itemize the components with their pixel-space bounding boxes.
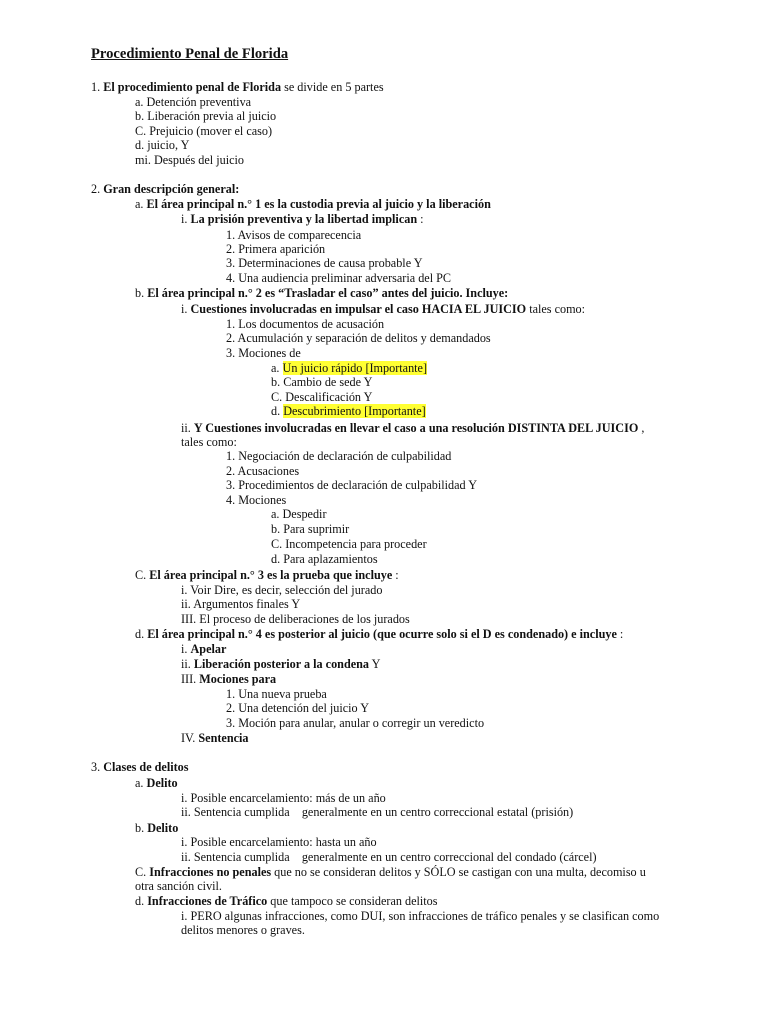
subsection-bold: Infracciones no penales — [149, 865, 272, 879]
list-item: 3. Procedimientos de declaración de culpabilidad Y — [226, 478, 477, 492]
list-marker: b. — [271, 375, 281, 389]
list-marker: C. — [135, 568, 147, 582]
item-continuation: delitos menores o graves. — [181, 923, 305, 937]
section-3-bold: Clases de delitos — [103, 760, 189, 774]
list-marker: C. — [135, 865, 147, 879]
subsection-rest: : — [392, 568, 399, 582]
section-number: 2. — [91, 182, 101, 196]
list-marker: a. — [135, 197, 144, 211]
item-bold: La prisión preventiva y la libertad implican — [190, 212, 418, 226]
mocion-text: Cambio de sede Y — [283, 375, 373, 389]
list-item: i. PERO algunas infracciones, como DUI, son infracciones de tráfico penales y se clasifican como — [181, 909, 660, 923]
list-item: ii. Sentencia cumplida generalmente en un centro correccional estatal (prisión) — [181, 805, 574, 819]
mocion-item — [271, 404, 426, 419]
list-marker: d. — [271, 404, 281, 418]
item-2a-i — [181, 212, 424, 227]
list-marker: d. — [135, 894, 145, 908]
item-continuation: tales como: — [181, 435, 237, 449]
list-item: i. Posible encarcelamiento: hasta un año — [181, 835, 377, 849]
mocion-item — [271, 361, 427, 376]
subsection-3a — [135, 776, 178, 791]
list-marker: III. — [181, 672, 197, 686]
section-1-bold: El procedimiento penal de Florida — [103, 80, 282, 94]
list-item: 1. Los documentos de acusación — [226, 317, 385, 331]
list-marker: d. — [135, 627, 145, 641]
list-marker: i. — [181, 642, 188, 656]
subsection-bold: El área principal n.° 3 es la prueba que incluye — [149, 568, 393, 582]
list-marker: b. — [135, 286, 145, 300]
list-item: 3. Mociones de — [226, 346, 301, 360]
section-2-heading — [91, 182, 239, 197]
list-item: 4. Una audiencia preliminar adversaria del PC — [226, 271, 452, 285]
mocion-item — [271, 390, 372, 405]
section-number: 3. — [91, 760, 101, 774]
subsection-2b — [135, 286, 508, 301]
list-item: 4. Mociones — [226, 493, 287, 507]
item-bold: Cuestiones involucradas en impulsar el caso HACIA EL JUICIO — [190, 302, 527, 316]
item-rest: , — [638, 421, 645, 435]
item-rest: : — [417, 212, 424, 226]
section-3-heading — [91, 760, 189, 775]
subsection-3b — [135, 821, 178, 836]
list-item: mi. Después del juicio — [135, 153, 244, 167]
subsection-bold: Delito — [147, 821, 179, 835]
list-item: C. Prejuicio (mover el caso) — [135, 124, 273, 138]
item-2d-i — [181, 642, 226, 657]
list-marker: IV. — [181, 731, 196, 745]
list-item: 2. Primera aparición — [226, 242, 326, 256]
list-item: i. Voir Dire, es decir, selección del jurado — [181, 583, 383, 597]
list-item: b. Liberación previa al juicio — [135, 109, 277, 123]
section-2-bold: Gran descripción general: — [103, 182, 240, 196]
list-item: 1. Negociación de declaración de culpabilidad — [226, 449, 452, 463]
list-marker: ii. — [181, 421, 191, 435]
item-2d-ii — [181, 657, 380, 672]
list-item: III. El proceso de deliberaciones de los jurados — [181, 612, 410, 626]
subsection-2a — [135, 197, 491, 212]
item-bold: Mociones para — [199, 672, 277, 686]
highlighted-text: Descubrimiento [Importante] — [283, 404, 426, 418]
list-item: i. Posible encarcelamiento: más de un año — [181, 791, 386, 805]
section-number: 1. — [91, 80, 101, 94]
subsection-2d — [135, 627, 623, 642]
list-marker: i. — [181, 212, 188, 226]
list-marker: C. — [271, 390, 283, 404]
mocion-text: Descalificación Y — [285, 390, 373, 404]
list-marker: b. — [135, 821, 145, 835]
item-bold: Sentencia — [198, 731, 249, 745]
item-continuation: otra sanción civil. — [135, 879, 222, 893]
item-bold: Liberación posterior a la condena — [193, 657, 370, 671]
list-item: ii. Argumentos finales Y — [181, 597, 301, 611]
subsection-3c — [135, 865, 646, 880]
section-1-rest: se divide en 5 partes — [281, 80, 384, 94]
list-marker: a. — [135, 776, 144, 790]
item-2d-iii — [181, 672, 276, 687]
list-marker: a. — [271, 361, 280, 375]
section-1-heading — [91, 80, 384, 95]
list-item: 2. Acusaciones — [226, 464, 300, 478]
list-item: a. Despedir — [271, 507, 327, 521]
list-item: a. Detención preventiva — [135, 95, 252, 109]
list-item: C. Incompetencia para proceder — [271, 537, 427, 551]
item-2b-i — [181, 302, 585, 317]
subsection-bold: El área principal n.° 4 es posterior al juicio (que ocurre solo si el D es condenado) e incluye — [147, 627, 617, 641]
list-item: d. juicio, Y — [135, 138, 190, 152]
subsection-bold-2: “Trasladar el caso” antes del juicio. Incluye: — [278, 286, 509, 300]
item-2d-iv — [181, 731, 249, 746]
list-marker: ii. — [181, 657, 191, 671]
mocion-item — [271, 375, 372, 390]
item-bold: Y Cuestiones involucradas en llevar el caso a una resolución DISTINTA DEL JUICIO — [193, 421, 639, 435]
list-item: 2. Acumulación y separación de delitos y demandados — [226, 331, 491, 345]
list-item: ii. Sentencia cumplida generalmente en un centro correccional del condado (cárcel) — [181, 850, 597, 864]
page-title: Procedimiento Penal de Florida — [91, 46, 289, 62]
subsection-bold: El área principal n.° 2 es — [147, 286, 276, 300]
subsection-rest: : — [616, 627, 624, 641]
subsection-bold: Delito — [146, 776, 178, 790]
list-item: d. Para aplazamientos — [271, 552, 378, 566]
list-item: 1. Una nueva prueba — [226, 687, 327, 701]
list-item: 2. Una detención del juicio Y — [226, 701, 370, 715]
list-item: 3. Moción para anular, anular o corregir un veredicto — [226, 716, 485, 730]
list-item: 1. Avisos de comparecencia — [226, 228, 362, 242]
item-rest: Y — [369, 657, 381, 671]
subsection-rest: que tampoco se consideran delitos — [267, 894, 438, 908]
subsection-bold: Infracciones de Tráfico — [147, 894, 268, 908]
item-rest: tales como: — [526, 302, 586, 316]
highlighted-text: Un juicio rápido [Importante] — [282, 361, 428, 375]
list-item: 3. Determinaciones de causa probable Y — [226, 256, 423, 270]
list-marker: i. — [181, 302, 188, 316]
item-2b-ii — [181, 421, 644, 436]
item-bold: Apelar — [190, 642, 227, 656]
subsection-bold: El área principal n.° 1 es la custodia previa al juicio y la liberación — [146, 197, 491, 211]
subsection-3d — [135, 894, 438, 909]
list-item: b. Para suprimir — [271, 522, 350, 536]
subsection-2c — [135, 568, 399, 583]
subsection-rest: que no se consideran delitos y SÓLO se castigan con una multa, decomiso u — [271, 865, 646, 879]
